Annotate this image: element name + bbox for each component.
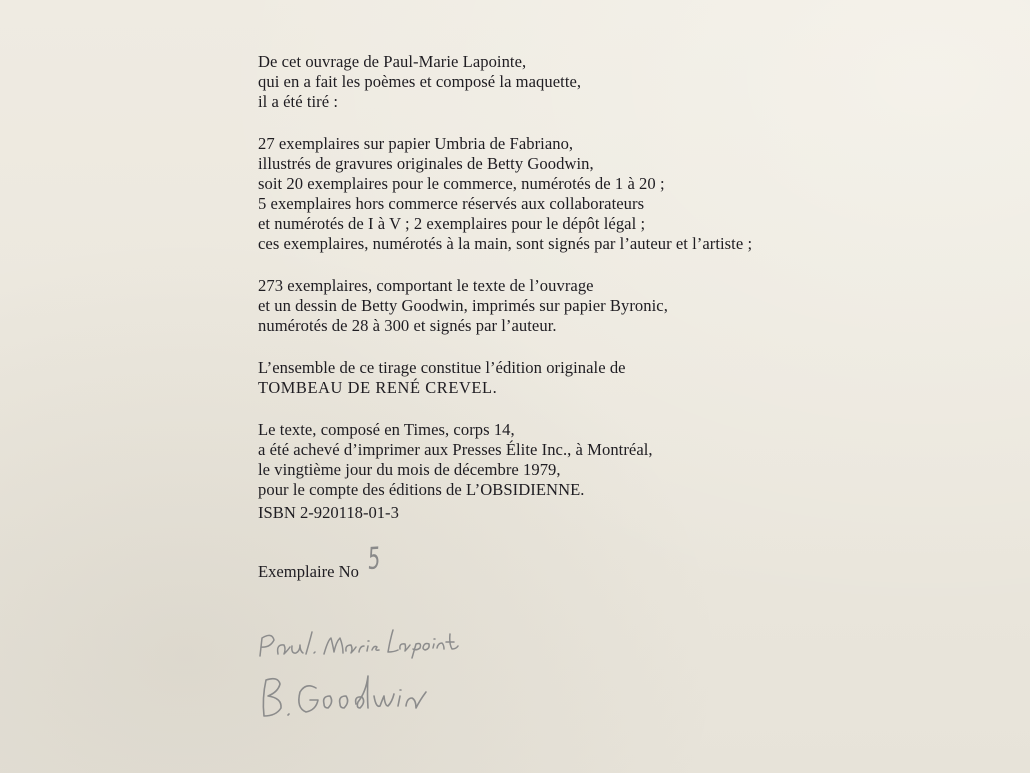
- text-line: et un dessin de Betty Goodwin, imprimés sur papier Byronic,: [258, 296, 668, 315]
- paragraph-intro: [258, 52, 818, 112]
- text-line: L’ensemble de ce tirage constitue l’édition originale de: [258, 358, 626, 377]
- author-signature: [260, 630, 458, 658]
- copy-number-line: [258, 541, 382, 585]
- paragraph-deluxe-copies: [258, 134, 818, 254]
- text-line: De cet ouvrage de Paul-Marie Lapointe,: [258, 52, 527, 71]
- text-line: ces exemplaires, numérotés à la main, sont signés par l’auteur et l’artiste ;: [258, 234, 753, 253]
- text-line: le vingtième jour du mois de décembre 1979,: [258, 460, 561, 479]
- text-line: 273 exemplaires, comportant le texte de l’ouvrage: [258, 276, 594, 295]
- artist-signature: [263, 676, 426, 716]
- text-line: qui en a fait les poèmes et composé la maquette,: [258, 72, 582, 91]
- text-line: il a été tiré :: [258, 92, 338, 111]
- paragraph-printing: [258, 420, 818, 500]
- signatures: [248, 618, 488, 728]
- pencil-signatures-image: [248, 618, 488, 728]
- paragraph-standard-copies: [258, 276, 818, 336]
- paragraph-original-edition: [258, 358, 818, 398]
- text-line: et numérotés de I à V ; 2 exemplaires pour le dépôt légal ;: [258, 214, 646, 233]
- isbn: ISBN 2-920118-01-3: [258, 503, 399, 522]
- colophon-text: [258, 52, 818, 522]
- text-line: illustrés de gravures originales de Betty Goodwin,: [258, 154, 594, 173]
- text-line: numérotés de 28 à 300 et signés par l’auteur.: [258, 316, 557, 335]
- book-title: TOMBEAU DE RENÉ CREVEL.: [258, 378, 498, 397]
- text-line: 27 exemplaires sur papier Umbria de Fabriano,: [258, 134, 574, 153]
- text-line: Le texte, composé en Times, corps 14,: [258, 420, 515, 439]
- text-line: 5 exemplaires hors commerce réservés aux collaborateurs: [258, 194, 645, 213]
- text-line: pour le compte des éditions de L’OBSIDIENNE.: [258, 480, 585, 499]
- text-line: a été achevé d’imprimer aux Presses Élite Inc., à Montréal,: [258, 440, 653, 459]
- handwritten-copy-number: 5: [366, 541, 382, 577]
- text-line: soit 20 exemplaires pour le commerce, numérotés de 1 à 20 ;: [258, 174, 665, 193]
- copy-number-label: Exemplaire No: [258, 562, 359, 581]
